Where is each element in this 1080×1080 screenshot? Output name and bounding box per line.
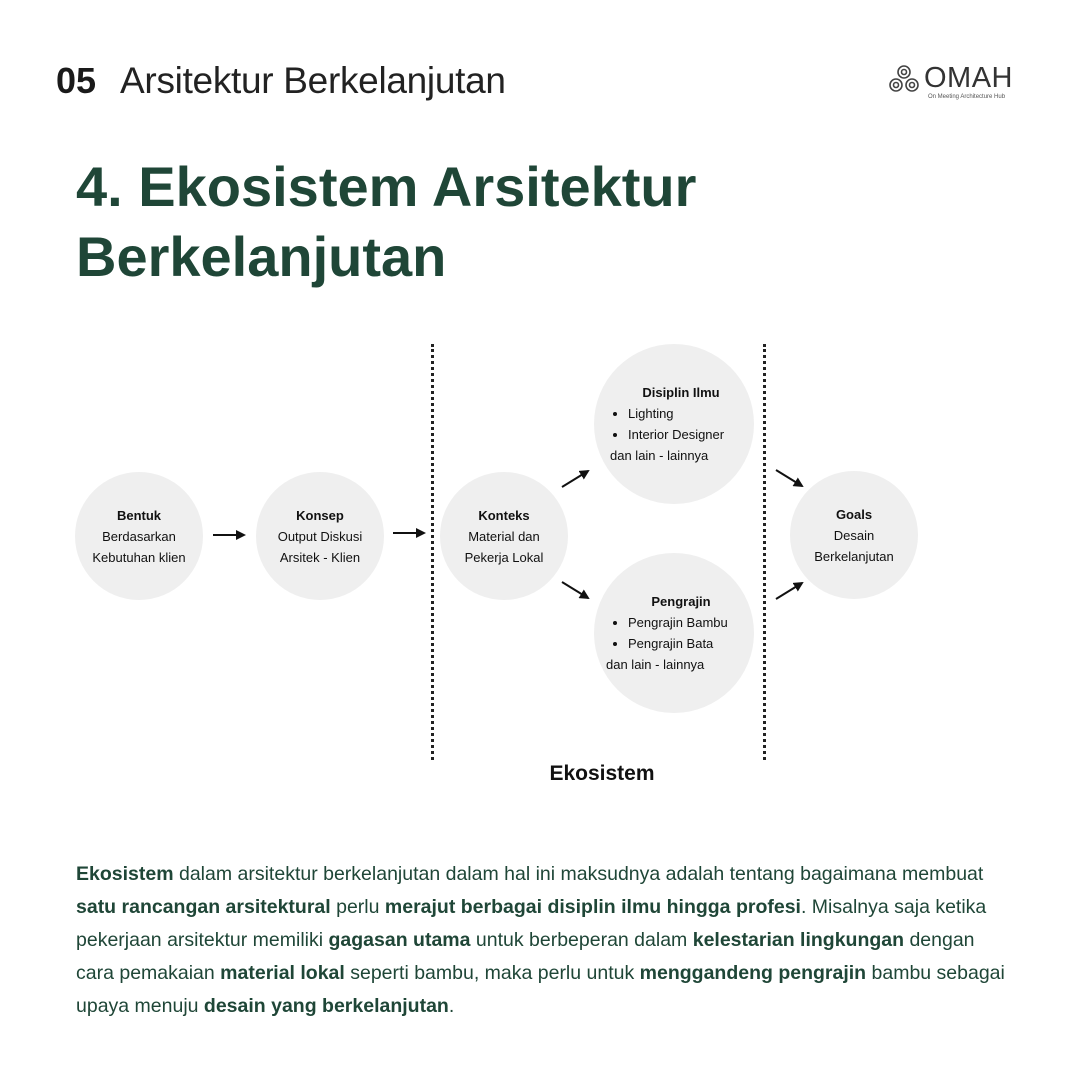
paragraph-emphasis: Ekosistem bbox=[76, 863, 174, 885]
node-text: Berkelanjutan bbox=[814, 548, 894, 564]
paragraph-text: perlu bbox=[330, 896, 385, 918]
paragraph-text: seperti bambu, maka perlu untuk bbox=[344, 962, 640, 984]
node-konteks bbox=[440, 472, 568, 600]
arrow-pengrajin-goals bbox=[776, 583, 802, 599]
node-list bbox=[594, 612, 728, 654]
paragraph-text: dalam arsitektur berkelanjutan dalam hal ini maksudnya adalah tentang bagaimana membuat bbox=[173, 863, 984, 885]
paragraph-emphasis: gagasan utama bbox=[328, 929, 471, 951]
paragraph-emphasis: material lokal bbox=[220, 962, 345, 984]
paragraph-emphasis: desain yang berkelanjutan bbox=[203, 995, 449, 1017]
node-text: Material dan bbox=[468, 528, 540, 544]
paragraph-emphasis: satu rancangan arsitektural bbox=[76, 896, 331, 918]
node-text: Berdasarkan bbox=[102, 528, 176, 544]
node-list bbox=[594, 403, 724, 445]
node-title: Pengrajin bbox=[651, 594, 711, 609]
node-title: Konteks bbox=[478, 507, 530, 523]
page-title: 4. Ekosistem Arsitektur Berkelanjutan bbox=[76, 155, 697, 288]
node-footer: dan lain - lainnya bbox=[610, 448, 709, 463]
section-number: 05 bbox=[56, 60, 97, 101]
node-goals bbox=[790, 471, 918, 599]
arrow-konteks-disiplin bbox=[562, 471, 588, 487]
list-item: • Interior Designer bbox=[628, 424, 724, 445]
node-konsep bbox=[256, 472, 384, 600]
paragraph-text: untuk berbeperan dalam bbox=[470, 929, 693, 951]
arrow-konteks-pengrajin bbox=[562, 582, 588, 598]
node-title: Bentuk bbox=[116, 507, 162, 523]
paragraph-text: . bbox=[448, 995, 455, 1017]
node-bentuk bbox=[75, 472, 203, 600]
node-text: Pekerja Lokal bbox=[464, 549, 544, 565]
node-text: Output Diskusi bbox=[277, 528, 363, 544]
paragraph-emphasis: kelestarian lingkungan bbox=[692, 929, 905, 951]
description-paragraph bbox=[76, 858, 1006, 1023]
logo-tagline: On Meeting Architecture Hub bbox=[928, 94, 1006, 100]
list-item: • Pengrajin Bata bbox=[628, 633, 728, 654]
list-item: • Pengrajin Bambu bbox=[628, 612, 728, 633]
node-text: Kebutuhan klien bbox=[92, 549, 186, 565]
paragraph-text: bambu sebagai upaya menuju bbox=[76, 962, 1005, 1017]
node-footer: dan lain - lainnya bbox=[606, 657, 705, 672]
paragraph-emphasis: merajut berbagai disiplin ilmu hingga profesi bbox=[384, 896, 801, 918]
paragraph-emphasis: menggandeng pengrajin bbox=[639, 962, 867, 984]
node-text: Arsitek - Klien bbox=[279, 549, 361, 565]
node-text: Desain bbox=[833, 527, 875, 543]
node-disiplin-ilmu bbox=[594, 344, 754, 504]
logo-brand: OMAH bbox=[924, 62, 1013, 94]
arrow-disiplin-goals bbox=[776, 470, 802, 486]
section-title: Arsitektur Berkelanjutan bbox=[120, 60, 506, 101]
list-item: • Lighting bbox=[628, 403, 724, 424]
paragraph-text: . Misalnya saja ketika pekerjaan arsitektur memiliki bbox=[76, 896, 987, 951]
node-title: Disiplin Ilmu bbox=[642, 385, 720, 400]
ecosystem-label: Ekosistem bbox=[549, 762, 655, 785]
node-pengrajin bbox=[594, 553, 754, 713]
node-title: Goals bbox=[835, 506, 873, 522]
node-title: Konsep bbox=[296, 507, 344, 523]
paragraph-text: dengan cara pemakaian bbox=[76, 929, 975, 984]
